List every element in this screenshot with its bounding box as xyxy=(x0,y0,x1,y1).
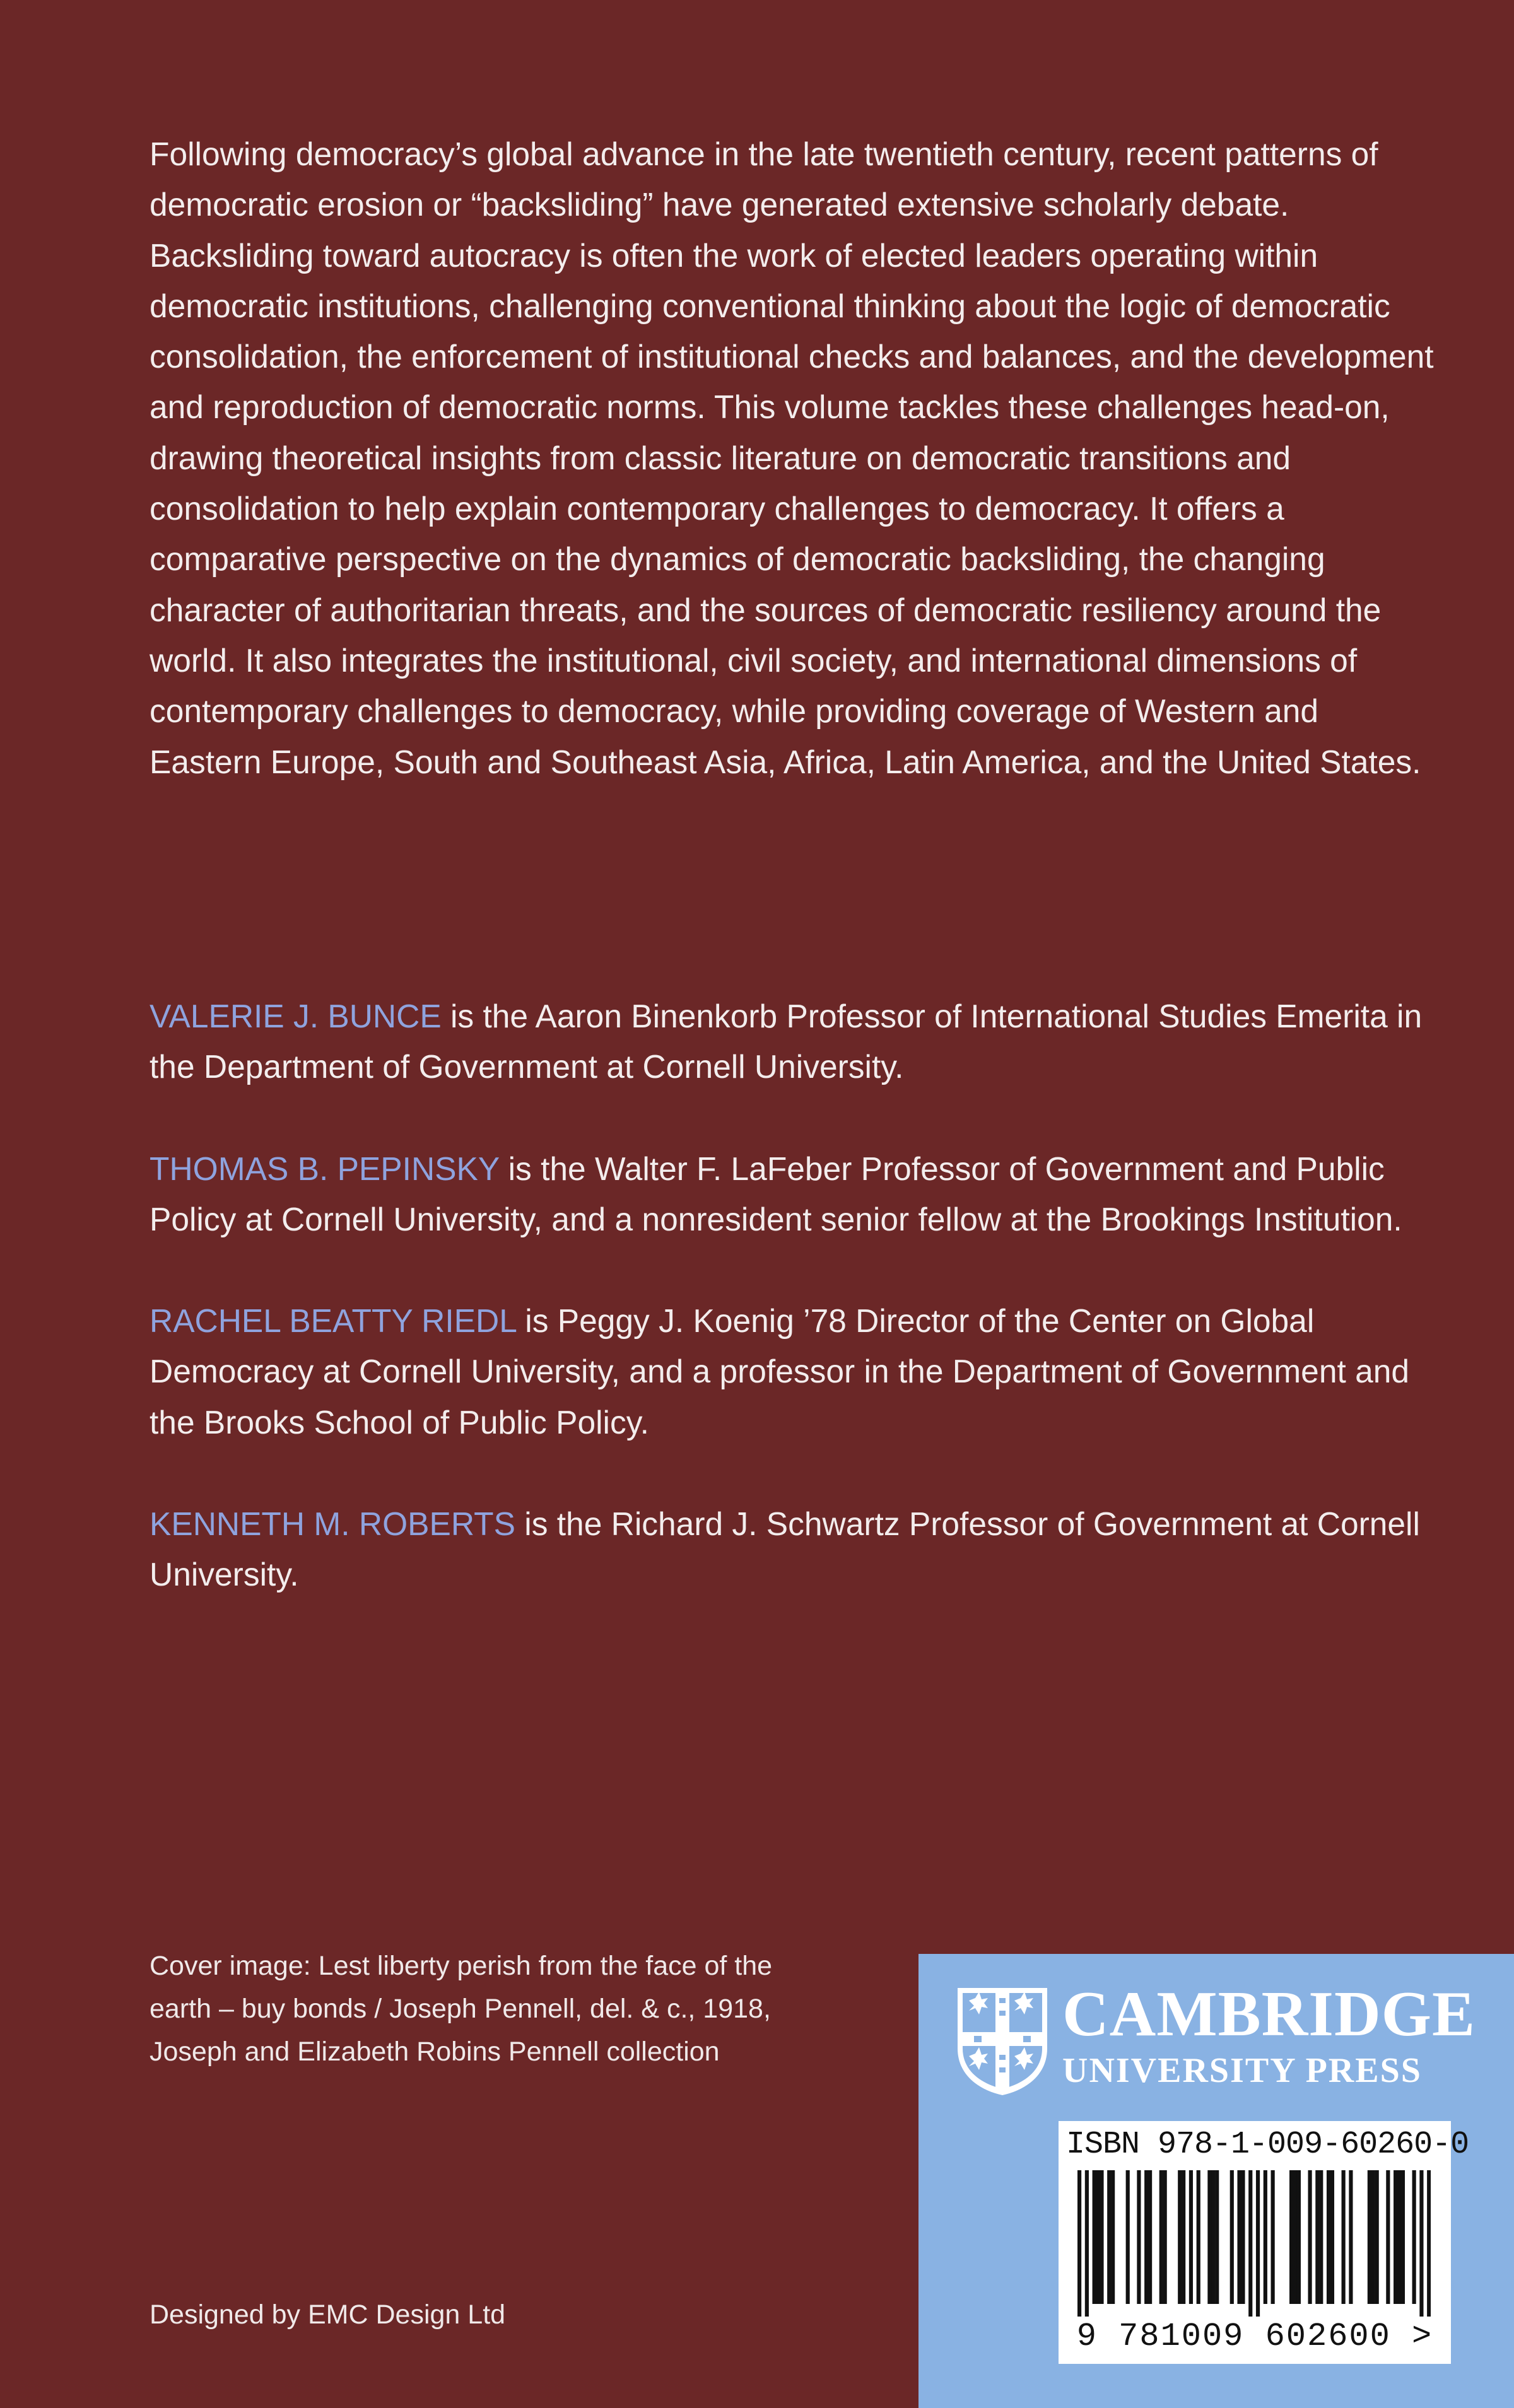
author-bio-text: is the Richard J. Schwartz Professor of Government at Cornell University. xyxy=(150,1505,1420,1593)
barcode-bar xyxy=(1144,2170,1148,2304)
barcode-bar xyxy=(1178,2170,1182,2304)
barcode-bar xyxy=(1159,2170,1163,2304)
barcode-bar xyxy=(1289,2170,1293,2304)
barcode-bar xyxy=(1096,2170,1100,2304)
barcode-bar xyxy=(1256,2170,1260,2317)
barcode-bar xyxy=(1163,2170,1167,2304)
author-name: THOMAS B. PEPINSKY xyxy=(150,1150,500,1187)
barcode-bar xyxy=(1197,2170,1200,2304)
author-name: KENNETH M. ROBERTS xyxy=(150,1505,515,1543)
barcode-bar xyxy=(1248,2170,1252,2317)
barcode-bars xyxy=(1077,2170,1431,2317)
barcode-bar xyxy=(1394,2170,1397,2304)
barcode-bar xyxy=(1241,2170,1245,2304)
barcode-bar xyxy=(1100,2170,1103,2304)
barcode-bar xyxy=(1111,2170,1115,2304)
author-name: VALERIE J. BUNCE xyxy=(150,998,442,1034)
designer-credit: Designed by EMC Design Ltd xyxy=(150,2300,506,2330)
barcode-bar xyxy=(1327,2170,1330,2304)
barcode-bar xyxy=(1211,2170,1215,2304)
author-bio-text: is the Aaron Binenkorb Professor of International Studies Emerita in the Department of Government at Cornell University. xyxy=(150,998,1423,1085)
barcode-bar xyxy=(1419,2170,1423,2317)
barcode-bar xyxy=(1126,2170,1130,2304)
book-description: Following democracy’s global advance in the late twentieth century, recent patterns of democratic erosion or “backsliding” have generated extensive scholarly debate. Backsliding toward autocracy is often the work of elected leaders operating within democratic institutions, challenging conventional thinking about the logic of democratic consolidation, the enforcement of institutional checks and balances, and the development and reproduction of democratic norms. This volume tackles these challenges head-on, drawing theoretical insights from classic literature on democratic transitions and consolidation to help explain contemporary challenges to democracy. It offers a comparative perspective on the dynamics of democratic backsliding, the changing character of authoritarian threats, and the sources of democratic resiliency around the world. It also integrates the institutional, civil society, and international dimensions of contemporary challenges to democracy, while providing coverage of Western and Eastern Europe, South and Southeast Asia, Africa, Latin America, and the United States. xyxy=(150,136,1434,780)
publisher-name-line1: CAMBRIDGE xyxy=(1062,1978,1476,2050)
barcode-bar xyxy=(1371,2170,1375,2304)
barcode-bar xyxy=(1264,2170,1267,2304)
barcode-bar xyxy=(1215,2170,1219,2304)
cover-image-credit: Cover image: Lest liberty perish from the face of the earth – buy bonds / Joseph Pennell, del. & c., 1918, Joseph and Elizabeth Robins Pennell collection xyxy=(150,1951,773,2067)
barcode-bar xyxy=(1077,2170,1081,2317)
barcode-bar xyxy=(1189,2170,1193,2304)
barcode-bar xyxy=(1297,2170,1301,2304)
publisher-name xyxy=(1062,1979,1476,2091)
author-bio xyxy=(150,1143,1436,1245)
author-bio-text: is the Walter F. LaFeber Professor of Government and Public Policy at Cornell University, and a nonresident senior fellow at the Brookings Institution. xyxy=(150,1150,1402,1237)
barcode-bar xyxy=(1375,2170,1379,2304)
barcode-bar xyxy=(1148,2170,1152,2304)
isbn-label: ISBN 978-1-009-60260-0 xyxy=(1066,2127,1469,2163)
barcode-bar xyxy=(1330,2170,1334,2304)
barcode-bar xyxy=(1182,2170,1185,2304)
author-bio-text: is Peggy J. Koenig ’78 Director of the Center on Global Democracy at Cornell University, and a professor in the Department of Government and the Brooks School of Public Policy. xyxy=(150,1302,1410,1441)
barcode-bar xyxy=(1315,2170,1319,2304)
barcode-bar xyxy=(1342,2170,1346,2304)
barcode-bar xyxy=(1230,2170,1234,2304)
barcode-bar xyxy=(1368,2170,1371,2304)
barcode-bar xyxy=(1207,2170,1211,2304)
author-bio xyxy=(150,1499,1436,1600)
barcode-bar xyxy=(1319,2170,1323,2304)
barcode-bar xyxy=(1137,2170,1141,2304)
barcode-bar xyxy=(1237,2170,1241,2304)
author-bio xyxy=(150,991,1436,1092)
publisher-panel xyxy=(918,1954,1514,2408)
barcode-bar xyxy=(1397,2170,1401,2304)
barcode-bar xyxy=(1107,2170,1111,2304)
barcode-bar xyxy=(1401,2170,1405,2304)
barcode-bar xyxy=(1271,2170,1275,2304)
barcode-bar xyxy=(1085,2170,1089,2317)
publisher-name-line2: UNIVERSITY PRESS xyxy=(1062,2051,1422,2090)
barcode-bar xyxy=(1293,2170,1297,2304)
barcode-bar xyxy=(1093,2170,1096,2304)
university-crest-icon xyxy=(955,1985,1050,2096)
barcode-digits: 9 781009 602600 > xyxy=(1076,2318,1433,2355)
barcode-bar xyxy=(1427,2170,1431,2317)
author-bios xyxy=(150,991,1436,1651)
author-bio xyxy=(150,1295,1436,1447)
barcode-bar xyxy=(1386,2170,1390,2304)
barcode-bar xyxy=(1308,2170,1312,2304)
isbn-barcode xyxy=(1059,2121,1469,2364)
barcode-bar xyxy=(1412,2170,1416,2304)
author-name: RACHEL BEATTY RIEDL xyxy=(150,1302,516,1340)
barcode-bar xyxy=(1349,2170,1353,2304)
